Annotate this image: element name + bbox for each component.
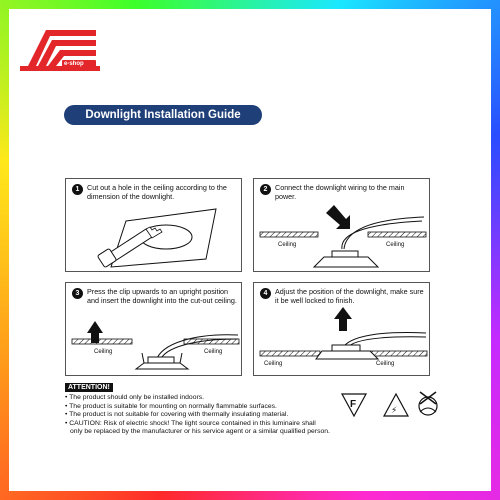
step-text: Cut out a hole in the ceiling according to the dimension of the downlight. <box>87 183 227 201</box>
insert-illustration <box>66 283 243 377</box>
note-line: • The product is suitable for mounting on normally flammable surfaces. <box>65 402 277 410</box>
ceiling-label: Ceiling <box>376 361 395 367</box>
step-text: Press the clip upwards to an upright position and insert the downlight into the cut-out ceiling. <box>87 287 237 305</box>
shock-symbol: ⚡ <box>391 406 398 416</box>
note-line: • The product is not suitable for covering with thermally insulating material. <box>65 411 289 418</box>
step-1-panel <box>65 178 242 272</box>
ceiling-label: Ceiling <box>278 242 297 248</box>
certification-symbols <box>338 390 443 420</box>
f-mark-label: F <box>350 399 357 410</box>
ceiling-label: Ceiling <box>94 349 113 355</box>
step-text: Connect the downlight wiring to the main power. <box>275 183 405 201</box>
ceiling-label: Ceiling <box>204 349 223 355</box>
attention-notes <box>65 394 365 437</box>
step-3-panel <box>65 282 242 376</box>
shop-logo <box>18 26 106 78</box>
note-line: • The product should only be installed indoors. <box>65 394 205 401</box>
ceiling-label: Ceiling <box>264 361 283 367</box>
guide-title: Downlight Installation Guide <box>64 105 262 125</box>
lock-illustration <box>254 283 431 377</box>
step-number: 4 <box>260 288 271 299</box>
note-line: • CAUTION: Risk of electric shock! The light source contained in this luminaire shall <box>65 419 316 427</box>
attention-heading: ATTENTION! <box>65 383 113 392</box>
step-text: Adjust the position of the downlight, make sure it be well locked to finish. <box>275 287 424 305</box>
step-4-panel <box>253 282 430 376</box>
step-number: 1 <box>72 184 83 195</box>
step-2-panel <box>253 178 430 272</box>
step-number: 3 <box>72 288 83 299</box>
ceiling-label: Ceiling <box>386 242 405 248</box>
wiring-illustration <box>254 179 431 273</box>
note-line: only be replaced by the manufacturer or his service agent or a similar qualified person. <box>70 428 330 435</box>
no-cover-icon <box>419 397 437 415</box>
logo-text: e-shop <box>64 61 84 67</box>
step-number: 2 <box>260 184 271 195</box>
cut-hole-illustration <box>66 179 243 273</box>
